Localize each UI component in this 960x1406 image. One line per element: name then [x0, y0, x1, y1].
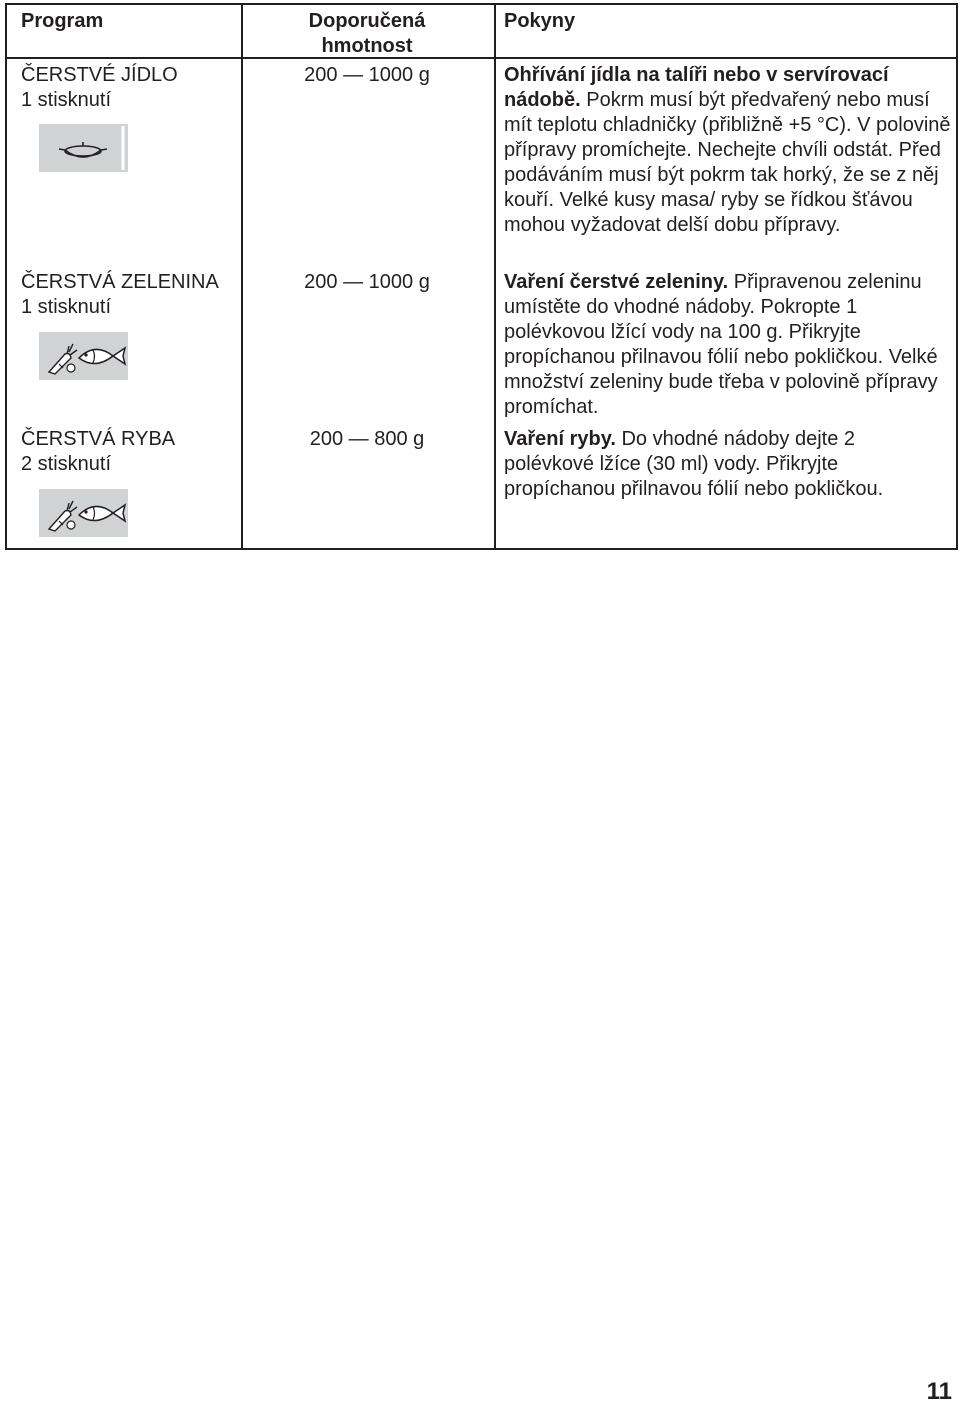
- plate-icon: [39, 124, 128, 172]
- instruction-heading: Vaření čerstvé zeleniny.: [504, 271, 729, 293]
- page-number: 11: [926, 1378, 952, 1405]
- instruction-body: Do vhodné nádoby dejte 2 polévkové lžíce (30 ml) vody. Přikryjte propíchanou přilnavou fólií nebo pokličkou.: [504, 428, 884, 500]
- instruction-text: [504, 427, 944, 502]
- weight-range: 200 — 1000 g: [304, 64, 430, 86]
- program-name: ČERSTVÁ ZELENINA: [21, 271, 219, 293]
- header-divider: [7, 57, 956, 59]
- instruction-text: [504, 270, 954, 420]
- column-divider-1: [241, 5, 243, 548]
- press-count: 1 stisknutí: [21, 89, 112, 111]
- column-divider-2: [494, 5, 496, 548]
- program-name: ČERSTVÉ JÍDLO: [21, 64, 178, 86]
- press-count: 1 stisknutí: [21, 296, 112, 318]
- weight-range: 200 — 800 g: [309, 428, 425, 450]
- program-table: [5, 3, 958, 550]
- header-program: Program: [21, 10, 104, 32]
- weight-range: 200 — 1000 g: [304, 271, 430, 293]
- instruction-body: Pokrm musí být předvařený nebo musí mít teplotu chladničky (přibližně +5 °C). V polovině přípravy promíchejte. Nechejte chvíli odstát. Před podáváním musí být pokrm tak horký, že se z něj kouří. Velké kusy masa/ ryby se řídkou šťávou mohou vyžadovat delší dobu přípravy.: [504, 89, 951, 236]
- instruction-heading: Ohřívání jídla na talíři nebo v servírovací nádobě.: [504, 64, 889, 111]
- vegetable-fish-icon: [39, 489, 128, 537]
- instruction-text: [504, 63, 952, 238]
- header-weight: Doporučená hmotnost: [308, 10, 426, 57]
- program-name: ČERSTVÁ RYBA: [21, 428, 176, 450]
- instruction-body: Připravenou zeleninu umístěte do vhodné nádoby. Pokropte 1 polévkovou lžící vody na 100 g. Přikryjte propíchanou přilnavou fólií nebo pokličkou. Velké množství zeleniny bude třeba v polovině přípravy promíchat.: [504, 271, 938, 418]
- press-count: 2 stisknutí: [21, 453, 112, 475]
- header-instructions: Pokyny: [504, 10, 576, 32]
- vegetable-fish-icon: [39, 332, 128, 380]
- instruction-heading: Vaření ryby.: [504, 428, 616, 450]
